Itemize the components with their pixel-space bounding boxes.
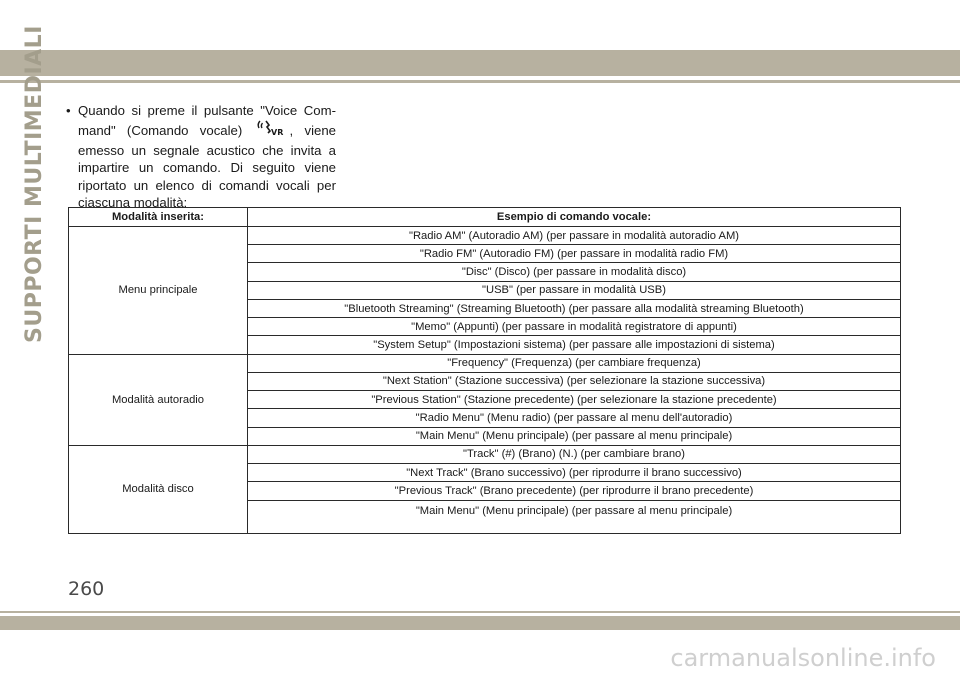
- watermark: carmanualsonline.info: [670, 644, 936, 672]
- mode-cell: Modalità disco: [69, 445, 248, 533]
- intro-paragraph: [66, 102, 336, 211]
- command-cell: "Disc" (Disco) (per passare in modalità disco): [248, 263, 901, 281]
- command-cell: "Radio FM" (Autoradio FM) (per passare in modalità radio FM): [248, 245, 901, 263]
- mode-cell: Modalità autoradio: [69, 354, 248, 445]
- command-cell: "Frequency" (Frequenza) (per cambiare frequenza): [248, 354, 901, 372]
- command-cell: "Radio AM" (Autoradio AM) (per passare in modalità autoradio AM): [248, 227, 901, 245]
- command-cell: "Main Menu" (Menu principale) (per passare al menu principale): [248, 500, 901, 533]
- command-cell: "Previous Station" (Stazione precedente) (per selezionare la stazione precedente): [248, 391, 901, 409]
- intro-text-start: Quando si preme il pulsante "Voice Com- mand" (Comando vocale): [78, 103, 336, 139]
- voice-command-vr-icon: [256, 119, 288, 141]
- header-command: Esempio di comando vocale:: [248, 208, 901, 227]
- header-band: [0, 50, 960, 76]
- table-row: [69, 227, 901, 245]
- command-cell: "System Setup" (Impostazioni sistema) (per passare alle impostazioni di sistema): [248, 336, 901, 354]
- command-cell: "Bluetooth Streaming" (Streaming Bluetooth) (per passare alla modalità streaming Bluetooth): [248, 299, 901, 317]
- header-rule: [0, 80, 960, 83]
- table-row: [69, 354, 901, 372]
- mode-cell: Menu principale: [69, 227, 248, 355]
- table-row: [69, 445, 901, 463]
- table-header-row: [69, 208, 901, 227]
- intro-text-end: , viene emesso un segnale acustico che invita a impartire un comando. Di seguito viene riportato un elenco di comandi vocali per ciascuna modalità:: [78, 123, 336, 211]
- bullet: •: [66, 103, 71, 118]
- command-cell: "Memo" (Appunti) (per passare in modalità registratore di appunti): [248, 318, 901, 336]
- command-cell: "Next Track" (Brano successivo) (per riprodurre il brano successivo): [248, 464, 901, 482]
- footer-rule: [0, 611, 960, 613]
- command-cell: "Next Station" (Stazione successiva) (per selezionare la stazione successiva): [248, 372, 901, 390]
- command-cell: "Radio Menu" (Menu radio) (per passare al menu dell'autoradio): [248, 409, 901, 427]
- header-mode: Modalità inserita:: [69, 208, 248, 227]
- svg-text:VR: VR: [270, 128, 283, 138]
- voice-command-table: [68, 207, 901, 534]
- command-cell: "Previous Track" (Brano precedente) (per riprodurre il brano precedente): [248, 482, 901, 500]
- command-cell: "USB" (per passare in modalità USB): [248, 281, 901, 299]
- footer-band: [0, 616, 960, 630]
- command-cell: "Track" (#) (Brano) (N.) (per cambiare brano): [248, 445, 901, 463]
- section-title: SUPPORTI MULTIMEDIALI: [22, 25, 47, 343]
- page-number: 260: [68, 578, 105, 600]
- command-cell: "Main Menu" (Menu principale) (per passare al menu principale): [248, 427, 901, 445]
